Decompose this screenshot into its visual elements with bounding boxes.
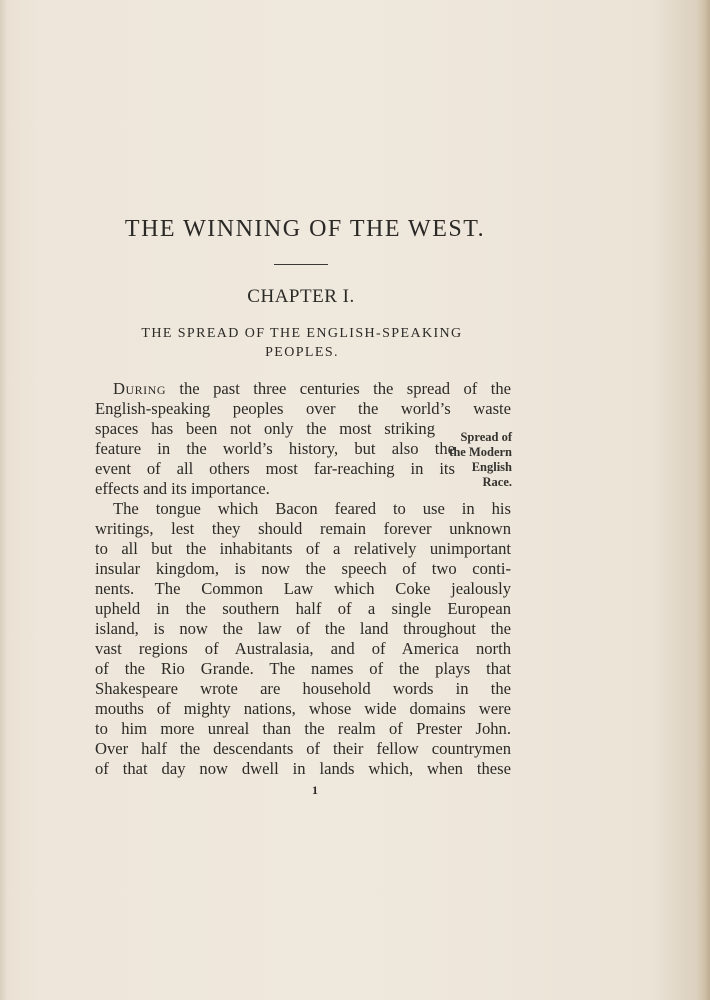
text-line: of that day now dwell in lands which, when these bbox=[95, 759, 511, 778]
page-number: 1 bbox=[312, 783, 318, 797]
text-line: nents. The Common Law which Coke jealously bbox=[95, 579, 511, 598]
chapter-subtitle bbox=[100, 324, 504, 362]
title-divider bbox=[274, 264, 328, 265]
page-left-shadow bbox=[0, 0, 8, 1000]
text-line: event of all others most far-reaching in its bbox=[95, 459, 455, 478]
text-line: mouths of mighty nations, whose wide domains were bbox=[95, 699, 511, 718]
book-title: THE WINNING OF THE WEST. bbox=[124, 216, 486, 242]
text-line: writings, lest they should remain forever unknown bbox=[95, 519, 511, 538]
text-line: During the past three centuries the spread of the bbox=[113, 379, 511, 398]
text-line: vast regions of Australasia, and of America north bbox=[95, 639, 511, 658]
margin-note bbox=[440, 430, 512, 490]
text-line: to all but the inhabitants of a relatively unimportant bbox=[95, 539, 511, 558]
margin-note-line: Race. bbox=[482, 475, 512, 489]
text-line: Over half the descendants of their fellow countrymen bbox=[95, 739, 511, 758]
text-line: spaces has been not only the most striking bbox=[95, 419, 435, 438]
paragraph-2 bbox=[95, 499, 511, 779]
text-line: feature in the world’s history, but also the bbox=[95, 439, 455, 458]
chapter-heading: CHAPTER I. bbox=[247, 286, 355, 307]
text-line: island, is now the law of the land throughout the bbox=[95, 619, 511, 638]
margin-note-line: Spread of bbox=[460, 430, 512, 444]
margin-note-line: the Modern bbox=[449, 445, 512, 459]
text-line: insular kingdom, is now the speech of two conti- bbox=[95, 559, 511, 578]
text-line: upheld in the southern half of a single European bbox=[95, 599, 511, 618]
opening-word: During bbox=[113, 379, 166, 398]
text-line: effects and its importance. bbox=[95, 479, 270, 498]
page-right-edge bbox=[696, 0, 710, 1000]
text-line: The tongue which Bacon feared to use in his bbox=[113, 499, 511, 518]
chapter-subtitle-line: THE SPREAD OF THE ENGLISH-SPEAKING bbox=[141, 326, 463, 341]
text-line: English-speaking peoples over the world’s waste bbox=[95, 399, 511, 418]
chapter-subtitle-line: PEOPLES. bbox=[265, 345, 339, 360]
text-line: to him more unreal than the realm of Prester John. bbox=[95, 719, 511, 738]
text-line: of the Rio Grande. The names of the plays that bbox=[95, 659, 511, 678]
text-line: Shakespeare wrote are household words in the bbox=[95, 679, 511, 698]
margin-note-line: English bbox=[471, 460, 512, 474]
